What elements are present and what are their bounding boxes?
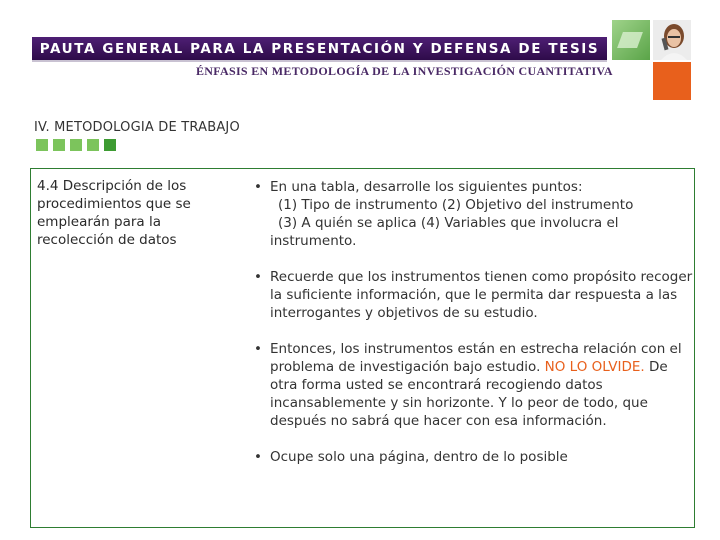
woman-on-phone-image bbox=[653, 20, 691, 60]
progress-square bbox=[87, 139, 99, 151]
section-heading: IV. METODOLOGIA DE TRABAJO bbox=[34, 120, 240, 135]
progress-square bbox=[53, 139, 65, 151]
bullet-text: Ocupe solo una página, dentro de lo posible bbox=[270, 449, 568, 465]
bullet-item bbox=[254, 448, 694, 466]
bullet-line: instrumento. bbox=[270, 233, 357, 249]
presentation-subtitle: ÉNFASIS EN METODOLOGÍA DE LA INVESTIGACIÓN CUANTITATIVA bbox=[196, 64, 613, 78]
presentation-title: PAUTA GENERAL PARA LA PRESENTACIÓN Y DEFENSA DE TESIS bbox=[39, 40, 600, 57]
cube-shape bbox=[617, 32, 643, 48]
bullet-line: (3) A quién se aplica (4) Variables que involucra el bbox=[278, 215, 619, 231]
bullet-item bbox=[254, 340, 694, 430]
bullet-line: (1) Tipo de instrumento (2) Objetivo del instrumento bbox=[278, 197, 634, 213]
bullet-item bbox=[254, 178, 694, 250]
bullet-lead: • En una tabla, desarrolle los siguientes puntos: bbox=[270, 179, 583, 195]
bullet-list bbox=[254, 178, 694, 484]
portrait-illustration bbox=[653, 20, 691, 60]
green-cube-graphic bbox=[612, 20, 650, 60]
bullet-text: De otra forma usted se encontrará recogiendo datos incansablemente y sin horizonte. Y lo peor de todo, que después no sabrá que hacer con esa información. bbox=[270, 359, 668, 429]
bullet-item bbox=[254, 268, 694, 322]
presentation-title-bar bbox=[32, 37, 607, 62]
bullet-text: Entonces, los instrumentos están en estrecha relación con el problema de investigación bajo estudio. bbox=[270, 341, 682, 375]
progress-square bbox=[70, 139, 82, 151]
progress-squares bbox=[36, 139, 116, 151]
orange-accent-block bbox=[653, 62, 691, 100]
progress-square-current bbox=[104, 139, 116, 151]
bullet-text: Recuerde que los instrumentos tienen como propósito recoger la suficiente información, que le permita dar respuesta a las interrogantes y objetivos de su estudio. bbox=[270, 269, 693, 321]
subsection-description: 4.4 Descripción de los procedimientos que se emplearán para la recolección de datos bbox=[37, 178, 191, 248]
progress-square bbox=[36, 139, 48, 151]
bullet-highlight: NO LO OLVIDE. bbox=[544, 359, 645, 375]
